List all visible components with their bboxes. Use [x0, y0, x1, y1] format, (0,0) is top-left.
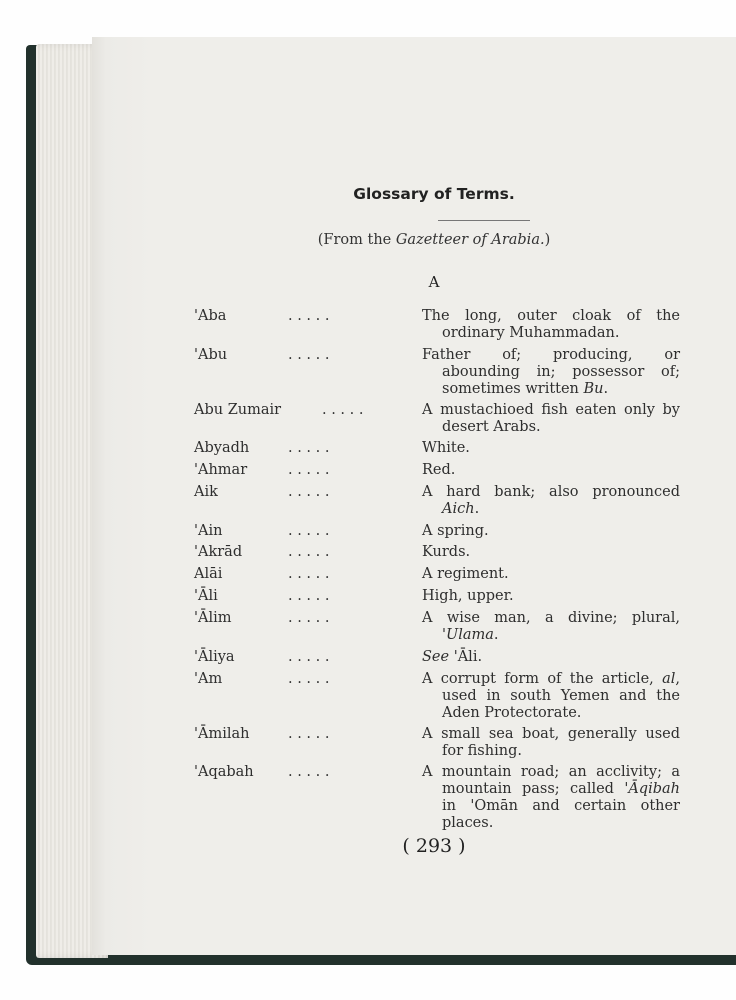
entry-definition: A mustachioed fish eaten only by desert Arabs. [422, 402, 680, 435]
leader-dots: . . . . . [288, 484, 330, 500]
leader-dots: . . . . . [288, 308, 330, 324]
entry-term: 'Ain [194, 523, 223, 539]
entry-definition: A small sea boat, generally used for fishing. [422, 726, 680, 759]
page-subtitle [92, 232, 736, 248]
entry-definition: Red. [422, 462, 456, 478]
entry-term: Abyadh [194, 440, 250, 456]
leader-dots: . . . . . [288, 671, 330, 687]
entry-definition: See 'Āli. [422, 649, 483, 665]
entry-term: Abu Zumair [194, 402, 282, 418]
entry-term: 'Abu [194, 347, 228, 363]
leader-dots: . . . . . [288, 347, 330, 363]
entry-definition: A wise man, a divine; plural, 'Ulama. [422, 610, 680, 643]
entry-definition: Father of; producing, or abounding in; possessor of; sometimes written Bu. [422, 347, 680, 397]
page-number: ( 293 ) [402, 835, 466, 857]
leader-dots: . . . . . [288, 588, 330, 604]
entry-definition: High, upper. [422, 588, 514, 604]
leader-dots: . . . . . [288, 649, 330, 665]
subtitle-post: ) [544, 232, 551, 248]
entry-term: 'Āli [194, 588, 218, 604]
subtitle-italic: Gazetteer of Arabia. [395, 232, 545, 248]
title-rule [438, 220, 530, 221]
subtitle-pre: (From the [317, 232, 396, 248]
book-page [92, 37, 736, 955]
entry-term: 'Āliya [194, 649, 235, 665]
entry-term: 'Akrād [194, 544, 243, 560]
leader-dots: . . . . . [322, 402, 364, 418]
leader-dots: . . . . . [288, 544, 330, 560]
entry-term: 'Aba [194, 308, 227, 324]
entry-term: 'Am [194, 671, 223, 687]
entry-definition: A corrupt form of the article, al, used in south Yemen and the Aden Protectorate. [422, 671, 680, 721]
page-title: Glossary of Terms. [353, 185, 515, 203]
entry-term: 'Ālim [194, 610, 232, 626]
entry-term: Alāi [194, 566, 223, 582]
entry-term: 'Aqabah [194, 764, 254, 780]
leader-dots: . . . . . [288, 462, 330, 478]
leader-dots: . . . . . [288, 440, 330, 456]
leader-dots: . . . . . [288, 566, 330, 582]
leader-dots: . . . . . [288, 764, 330, 780]
entry-definition: A regiment. [422, 566, 509, 582]
entry-definition: A hard bank; also pronounced Aich. [422, 484, 680, 517]
entry-definition: A spring. [422, 523, 489, 539]
entry-definition: White. [422, 440, 470, 456]
leader-dots: . . . . . [288, 726, 330, 742]
leader-dots: . . . . . [288, 523, 330, 539]
entry-term: Aik [194, 484, 218, 500]
entry-definition: Kurds. [422, 544, 471, 560]
entry-definition: A mountain road; an acclivity; a mountain pass; called 'Āqibah in 'Omān and certain other places. [422, 764, 680, 831]
leader-dots: . . . . . [288, 610, 330, 626]
entry-term: 'Ahmar [194, 462, 248, 478]
entry-term: 'Āmilah [194, 726, 250, 742]
entry-definition: The long, outer cloak of the ordinary Muhammadan. [422, 308, 680, 341]
section-letter: A [428, 273, 440, 291]
